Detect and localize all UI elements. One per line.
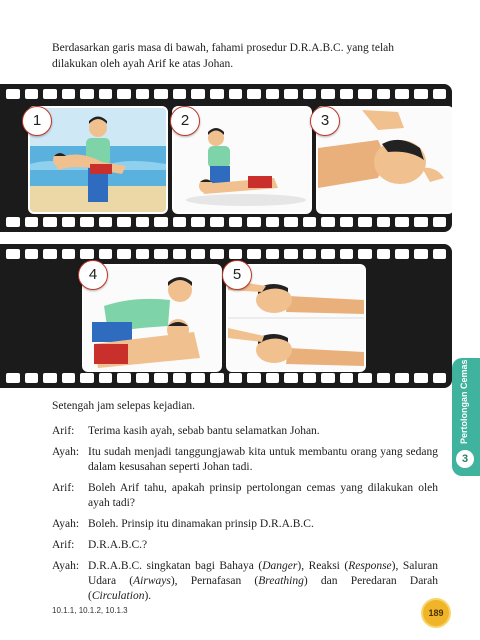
dialogue-line [52, 445, 438, 475]
term-english: Response [348, 560, 392, 572]
dialogue-text: D.R.A.B.C.? [88, 539, 148, 551]
dialogue-line [52, 517, 438, 532]
film-perforations [6, 217, 446, 227]
dialogue [52, 424, 438, 610]
speaker: Arif: [52, 425, 75, 437]
dialogue-line [52, 481, 438, 511]
dialogue-line [52, 559, 438, 604]
chapter-tab-label: Pertolongan Cemas [459, 359, 469, 444]
standard-codes: 10.1.1, 10.1.2, 10.1.3 [52, 606, 128, 615]
time-note: Setengah jam selepas kejadian. [52, 400, 196, 412]
term-english: Circulation [91, 590, 145, 602]
speaker: Ayah: [52, 560, 80, 572]
chapter-tab[interactable] [452, 358, 480, 476]
dialogue-text: Boleh Arif tahu, apakah prinsip pertolongan cemas yang dilakukan oleh ayah tadi? [88, 482, 438, 509]
chapter-number: 3 [456, 450, 474, 468]
term-english: Breathing [258, 575, 304, 587]
dialogue-line [52, 538, 438, 553]
step-number-badge: 5 [222, 260, 252, 290]
step-number-badge: 4 [78, 260, 108, 290]
dialogue-line [52, 424, 438, 439]
step-number-badge: 3 [310, 106, 340, 136]
dialogue-text: Itu sudah menjadi tanggungjawab kita untuk membantu orang yang sedang dalam kesusahan seperti Johan tadi. [88, 446, 438, 473]
dialogue-text: Terima kasih ayah, sebab bantu selamatkan Johan. [88, 425, 320, 437]
dialogue-text: D.R.A.B.C. singkatan bagi Bahaya (Danger), Reaksi (Response), Saluran Udara (Airways), Pernafasan (Breathing) dan Peredaran Darah (Circulation). [88, 560, 438, 602]
term-english: Airways [133, 575, 171, 587]
film-perforations [6, 249, 446, 259]
speaker: Ayah: [52, 446, 80, 458]
speaker: Arif: [52, 482, 75, 494]
film-perforations [6, 89, 446, 99]
step-number-badge: 2 [170, 106, 200, 136]
speaker: Ayah: [52, 518, 80, 530]
speaker: Arif: [52, 539, 75, 551]
dialogue-text: Boleh. Prinsip itu dinamakan prinsip D.R.A.B.C. [88, 518, 314, 530]
film-perforations [6, 373, 446, 383]
intro-paragraph: Berdasarkan garis masa di bawah, fahami prosedur D.R.A.B.C. yang telah dilakukan oleh ayah Arif ke atas Johan. [52, 42, 395, 70]
step-number-badge: 1 [22, 106, 52, 136]
page-number: 189 [421, 598, 451, 628]
term-english: Danger [262, 560, 298, 572]
